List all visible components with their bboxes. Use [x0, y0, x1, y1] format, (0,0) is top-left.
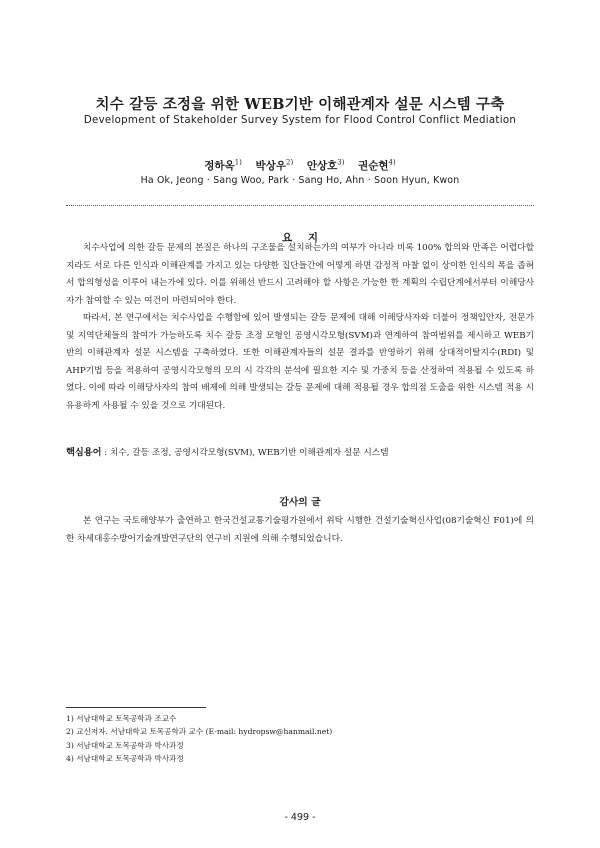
page-number: - 499 -	[284, 812, 316, 823]
keywords-text: 치수, 갈등 조정, 공영시각모형(SVM), WEB기반 이해관계자 설문 시스템	[109, 448, 389, 458]
footnotes	[66, 712, 534, 766]
abstract-paragraph: 치수사업에 의한 갈등 문제의 본질은 하나의 구조물을 설치하는가의 여부가 아니라 비록 100% 합의와 만족은 어렵다할지라도 서로 다른 인식과 이해관계를 가지고 있는 다양한 집단들간에 어떻게 하면 감정적 마찰 없이 상이한 인식의 폭을 좁혀서 합의형성을 이루어 내는가에 있다. 이를 위해선 반드시 고려해야 할 사항은 가능한 한 계획의 수립단계에서부터 이해당사자가 참여할 수 있는 여건이 마련되어야 한다.	[66, 243, 534, 306]
footnote: 1) 서남대학교 토목공학과 조교수	[66, 714, 177, 723]
dotted-divider	[66, 205, 534, 206]
acknowledgement-heading: 감사의 글	[279, 497, 321, 508]
footnote: 3) 서남대학교 토목공학과 박사과정	[66, 740, 184, 750]
paper-title-korean: 치수 갈등 조정을 위한 WEB기반 이해관계자 설문 시스템 구축	[95, 96, 505, 113]
acknowledgement-paragraph: 본 연구는 국토해양부가 출연하고 한국건설교통기술평가원에서 위탁 시행한 건설기술혁신사업(08기술혁신 F01)에 의한 차세대홍수방어기술개발연구단의 연구비 지원에 의해 수행되었습니다.	[66, 516, 534, 544]
abstract-heading: 요 지	[282, 232, 318, 244]
acknowledgement-body	[66, 513, 534, 548]
abstract-body	[66, 240, 534, 415]
paper-title-english: Development of Stakeholder Survey System for Flood Control Conflict Mediation	[83, 115, 517, 126]
keywords-label: 핵심용어	[66, 447, 102, 458]
footnote-divider	[66, 707, 206, 708]
keywords-line: 핵심용어 : 치수, 갈등 조정, 공영시각모형(SVM), WEB기반 이해관계자 설문 시스템	[66, 447, 389, 458]
abstract-paragraph: 따라서, 본 연구에서는 치수사업을 수행함에 있어 발생되는 갈등 문제에 대해 이해당사자와 더불어 정책입안자, 전문가 및 지역단체들의 참여가 가능하도록 치수 갈등 조정 모형인 공영시각모형(SVM)과 연계하여 참여범위를 제시하고 WEB기반의 이해관계자 설문 시스템을 구축하였다. 또한 이해관계자들의 설문 결과를 반영하기 위해 상대적이탈지수(RDI) 및 AHP기법 등을 적용하여 공영시각모형의 모의 시 각각의 분석에 필요한 지수 및 가중치 등을 산정하여 적용될 수 있도록 하였다. 이에 따라 이해당사자의 참여 배제에 의해 발생되는 갈등 문제에 대해 적용될 경우 합의점 도출을 위한 시스템 적용 시 유용하게 사용될 수 있을 것으로 기대된다.	[66, 313, 534, 411]
author: 권순현$^{4)}$	[358, 158, 396, 172]
author: 박상우$^{2)}$	[255, 158, 294, 172]
footnote: 4) 서남대학교 토목공학과 박사과정	[66, 754, 184, 764]
author-list-english: Ha Ok, Jeong · Sang Woo, Park · Sang Ho, Ahn · Soon Hyun, Kwon	[140, 175, 460, 186]
author-list-korean	[0, 158, 600, 173]
author: 정하옥$^{1)}$	[204, 158, 242, 172]
author: 안상호$^{3)}$	[306, 158, 345, 172]
footnote: 2) 교신저자. 서남대학교 토목공학과 교수 (E-mail: hydropsw@hanmail.net)	[66, 727, 333, 737]
